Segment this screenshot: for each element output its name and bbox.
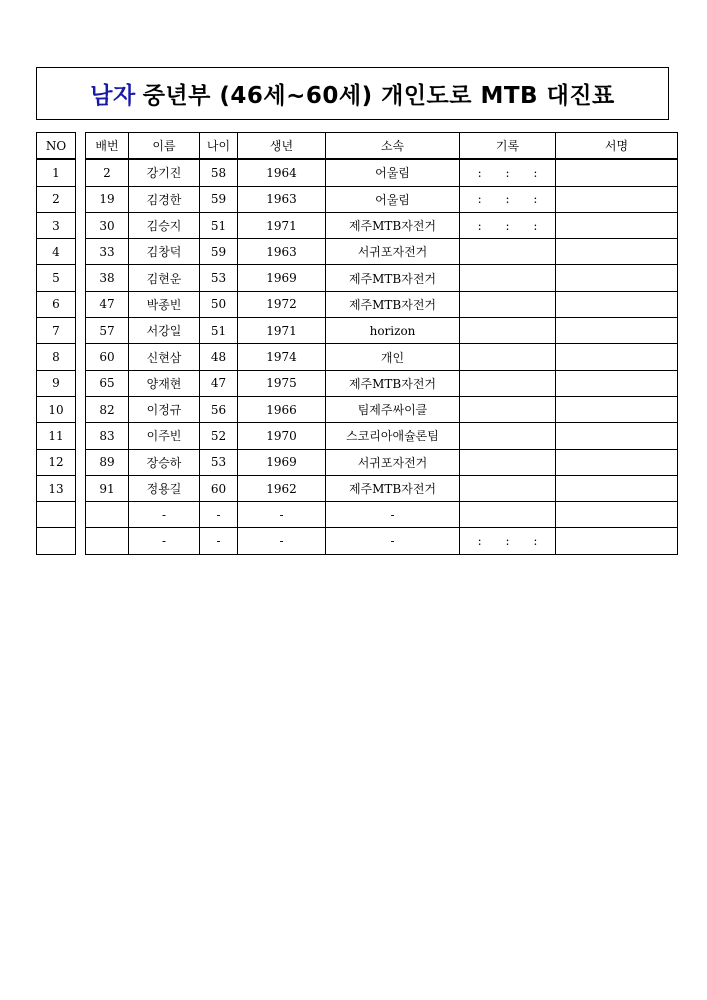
header-no: NO: [37, 133, 76, 160]
name-cell: 양재현: [129, 370, 200, 396]
team-cell: 제주MTB자전거: [326, 291, 460, 317]
bib-cell: 47: [86, 291, 129, 317]
number-row: [37, 528, 76, 554]
signature-cell[interactable]: [556, 396, 678, 422]
page-title: [36, 67, 669, 120]
record-cell: [460, 475, 556, 501]
bib-cell: [86, 502, 129, 528]
bib-cell: 19: [86, 186, 129, 212]
signature-cell[interactable]: [556, 291, 678, 317]
record-cell: [460, 265, 556, 291]
age-cell: 60: [200, 475, 238, 501]
number-column-table: [36, 132, 76, 555]
record-cell: [460, 423, 556, 449]
team-cell: -: [326, 528, 460, 554]
signature-cell[interactable]: [556, 186, 678, 212]
birth-year-cell: 1972: [238, 291, 326, 317]
table-row: [86, 318, 678, 344]
header-age: 나이: [200, 133, 238, 160]
team-cell: 어울림: [326, 186, 460, 212]
number-row: [37, 475, 76, 501]
age-cell: 51: [200, 318, 238, 344]
team-cell: 제주MTB자전거: [326, 370, 460, 396]
record-cell: [460, 370, 556, 396]
record-cell: [460, 449, 556, 475]
no-cell: 2: [37, 186, 76, 212]
number-row: [37, 186, 76, 212]
bib-cell: 38: [86, 265, 129, 291]
name-cell: 신현삼: [129, 344, 200, 370]
team-cell: 서귀포자전거: [326, 449, 460, 475]
record-cell: [460, 318, 556, 344]
record-cell: [460, 344, 556, 370]
record-cell: [460, 502, 556, 528]
no-cell: 8: [37, 344, 76, 370]
age-cell: 59: [200, 239, 238, 265]
age-cell: 59: [200, 186, 238, 212]
age-cell: 51: [200, 212, 238, 238]
age-cell: 47: [200, 370, 238, 396]
record-cell: : : :: [460, 159, 556, 186]
bib-cell: 91: [86, 475, 129, 501]
age-cell: 53: [200, 449, 238, 475]
name-cell: 김창덕: [129, 239, 200, 265]
table-row: [86, 159, 678, 186]
no-cell: [37, 502, 76, 528]
record-cell: [460, 396, 556, 422]
no-cell: 9: [37, 370, 76, 396]
table-row: [86, 396, 678, 422]
number-row: [37, 423, 76, 449]
signature-cell[interactable]: [556, 370, 678, 396]
signature-cell[interactable]: [556, 528, 678, 554]
title-accent: 남자: [90, 83, 136, 109]
header-team: 소속: [326, 133, 460, 160]
table-row: [86, 370, 678, 396]
table-row: [86, 502, 678, 528]
table-row: [86, 423, 678, 449]
no-cell: 7: [37, 318, 76, 344]
no-cell: 3: [37, 212, 76, 238]
team-cell: 제주MTB자전거: [326, 265, 460, 291]
no-cell: 4: [37, 239, 76, 265]
bib-cell: [86, 528, 129, 554]
bib-cell: 89: [86, 449, 129, 475]
table-row: [86, 212, 678, 238]
birth-year-cell: 1966: [238, 396, 326, 422]
bib-cell: 60: [86, 344, 129, 370]
bib-cell: 30: [86, 212, 129, 238]
name-cell: 이주빈: [129, 423, 200, 449]
no-cell: 13: [37, 475, 76, 501]
number-row: [37, 239, 76, 265]
signature-cell[interactable]: [556, 344, 678, 370]
age-cell: 58: [200, 159, 238, 186]
name-cell: 서강일: [129, 318, 200, 344]
signature-cell[interactable]: [556, 502, 678, 528]
table-row: [86, 186, 678, 212]
number-row: [37, 212, 76, 238]
name-cell: 정용길: [129, 475, 200, 501]
birth-year-cell: 1974: [238, 344, 326, 370]
age-cell: 50: [200, 291, 238, 317]
number-row: [37, 502, 76, 528]
header-row: [86, 133, 678, 160]
no-cell: 5: [37, 265, 76, 291]
birth-year-cell: 1969: [238, 449, 326, 475]
team-cell: 팀제주싸이클: [326, 396, 460, 422]
table-row: [86, 291, 678, 317]
age-cell: -: [200, 528, 238, 554]
number-row: [37, 396, 76, 422]
name-cell: 이정규: [129, 396, 200, 422]
number-row: [37, 265, 76, 291]
name-cell: -: [129, 528, 200, 554]
header-birth-year: 생년: [238, 133, 326, 160]
bib-cell: 65: [86, 370, 129, 396]
title-main: 중년부 (46세~60세) 개인도로 MTB 대진표: [142, 83, 615, 109]
signature-cell[interactable]: [556, 449, 678, 475]
team-cell: 서귀포자전거: [326, 239, 460, 265]
bracket-table-body: [86, 159, 678, 554]
birth-year-cell: 1971: [238, 212, 326, 238]
no-cell: 12: [37, 449, 76, 475]
table-row: [86, 265, 678, 291]
birth-year-cell: 1970: [238, 423, 326, 449]
signature-cell[interactable]: [556, 239, 678, 265]
no-cell: 6: [37, 291, 76, 317]
age-cell: 56: [200, 396, 238, 422]
signature-cell[interactable]: [556, 159, 678, 186]
no-cell: 10: [37, 396, 76, 422]
table-row: [86, 344, 678, 370]
bib-cell: 57: [86, 318, 129, 344]
team-cell: -: [326, 502, 460, 528]
table-row: [86, 239, 678, 265]
age-cell: 53: [200, 265, 238, 291]
record-cell: [460, 239, 556, 265]
age-cell: -: [200, 502, 238, 528]
header-name: 이름: [129, 133, 200, 160]
bracket-table: [85, 132, 678, 555]
header-signature: 서명: [556, 133, 678, 160]
name-cell: 김경한: [129, 186, 200, 212]
header-record: 기록: [460, 133, 556, 160]
birth-year-cell: 1964: [238, 159, 326, 186]
number-column-body: [37, 159, 76, 554]
name-cell: 장승하: [129, 449, 200, 475]
birth-year-cell: 1969: [238, 265, 326, 291]
team-cell: 스코리아애슐론팀: [326, 423, 460, 449]
bib-cell: 2: [86, 159, 129, 186]
birth-year-cell: 1971: [238, 318, 326, 344]
signature-cell[interactable]: [556, 423, 678, 449]
team-cell: 제주MTB자전거: [326, 212, 460, 238]
no-cell: 1: [37, 159, 76, 186]
birth-year-cell: 1975: [238, 370, 326, 396]
bib-cell: 83: [86, 423, 129, 449]
number-row: [37, 291, 76, 317]
signature-cell[interactable]: [556, 265, 678, 291]
team-cell: 제주MTB자전거: [326, 475, 460, 501]
birth-year-cell: 1963: [238, 239, 326, 265]
record-cell: : : :: [460, 186, 556, 212]
birth-year-cell: -: [238, 528, 326, 554]
bib-cell: 33: [86, 239, 129, 265]
record-cell: : : :: [460, 212, 556, 238]
team-cell: 어울림: [326, 159, 460, 186]
birth-year-cell: -: [238, 502, 326, 528]
record-cell: : : :: [460, 528, 556, 554]
name-cell: 박종빈: [129, 291, 200, 317]
signature-cell[interactable]: [556, 475, 678, 501]
age-cell: 52: [200, 423, 238, 449]
number-row: [37, 344, 76, 370]
no-cell: 11: [37, 423, 76, 449]
team-cell: 개인: [326, 344, 460, 370]
name-cell: 김현운: [129, 265, 200, 291]
table-row: [86, 449, 678, 475]
name-cell: -: [129, 502, 200, 528]
team-cell: horizon: [326, 318, 460, 344]
header-bib: 배번: [86, 133, 129, 160]
number-row: [37, 370, 76, 396]
number-row: [37, 318, 76, 344]
record-cell: [460, 291, 556, 317]
birth-year-cell: 1962: [238, 475, 326, 501]
number-row: [37, 159, 76, 186]
age-cell: 48: [200, 344, 238, 370]
signature-cell[interactable]: [556, 318, 678, 344]
table-row: [86, 528, 678, 554]
birth-year-cell: 1963: [238, 186, 326, 212]
no-cell: [37, 528, 76, 554]
number-row: [37, 449, 76, 475]
name-cell: 김승지: [129, 212, 200, 238]
bib-cell: 82: [86, 396, 129, 422]
signature-cell[interactable]: [556, 212, 678, 238]
name-cell: 강기진: [129, 159, 200, 186]
table-row: [86, 475, 678, 501]
